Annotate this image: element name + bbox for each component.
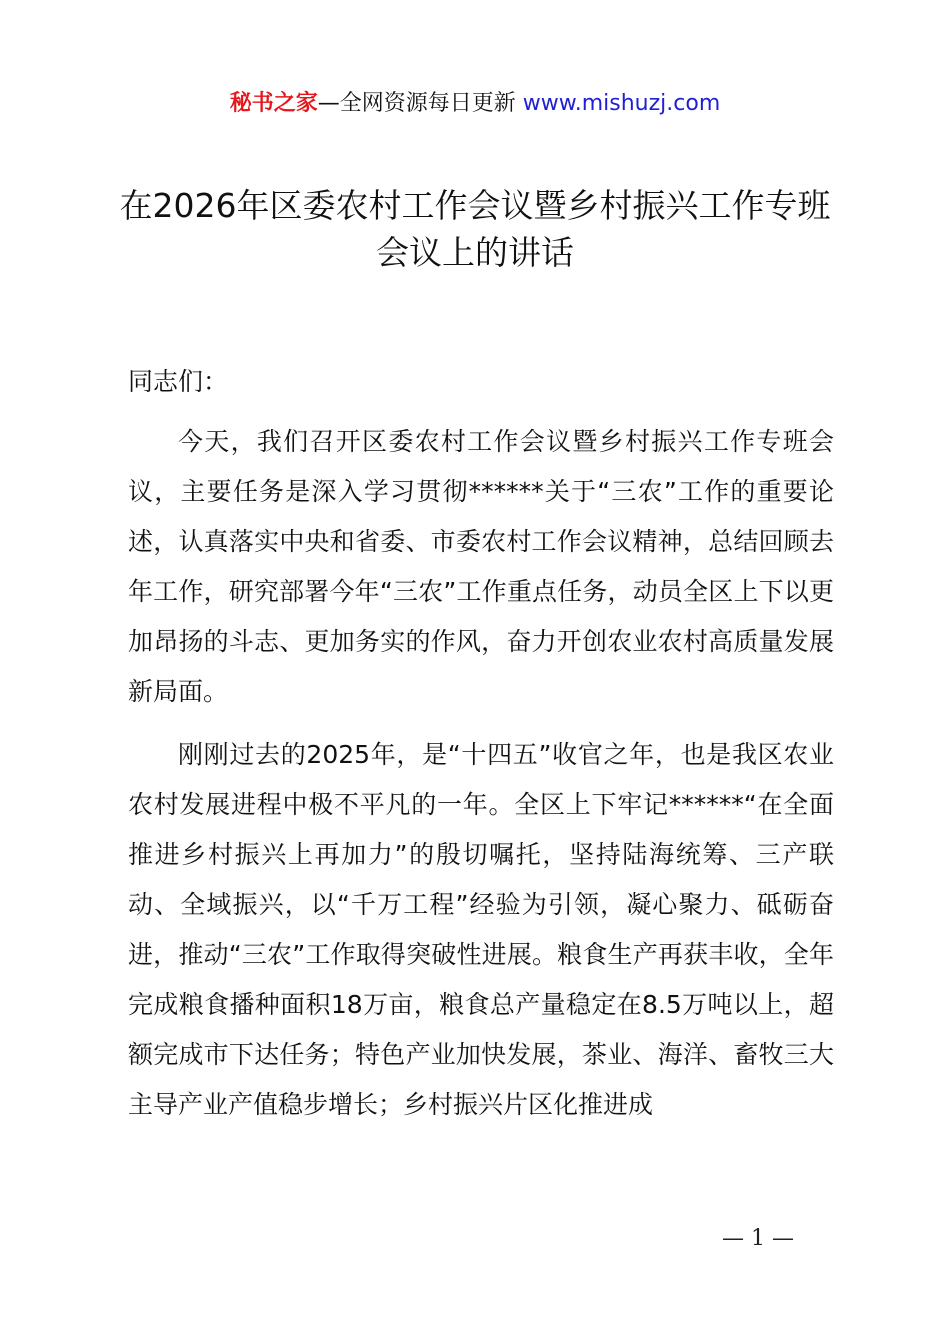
- salutation: 同志们：: [128, 367, 229, 396]
- site-tagline: —全网资源每日更新: [317, 91, 516, 116]
- document-title: 在2026年区委农村工作会议暨乡村振兴工作专班会议上的讲话: [119, 186, 831, 272]
- site-header: [0, 88, 950, 120]
- page-number: — 1 —: [722, 1226, 794, 1251]
- body-paragraph-2: 刚刚过去的2025年，是“十四五”收官之年，也是我区农业农村发展进程中极不平凡的一年。全区上下牢记******“在全面推进乡村振兴上再加力”的殷切嘱托，坚持陆海统筹、三产联动、全域振兴，以“千万工程”经验为引领，凝心聚力、砥砺奋进，推动“三农”工作取得突破性进展。粮食生产再获丰收，全年完成粮食播种面积18万亩，粮食总产量稳定在8.5万吨以上，超额完成市下达任务；特色产业加快发展，茶业、海洋、畜牧三大主导产业产值稳步增长；乡村振兴片区化推进成: [128, 740, 834, 1119]
- site-brand: 秘书之家: [229, 91, 318, 116]
- site-url-link[interactable]: www.mishuzj.com: [522, 91, 721, 116]
- body-paragraph-1: 今天，我们召开区委农村工作会议暨乡村振兴工作专班会议，主要任务是深入学习贯彻******关于“三农”工作的重要论述，认真落实中央和省委、市委农村工作会议精神，总结回顾去年工作，研究部署今年“三农”工作重点任务，动员全区上下以更加昂扬的斗志、更加务实的作风，奋力开创农业农村高质量发展新局面。: [128, 427, 834, 706]
